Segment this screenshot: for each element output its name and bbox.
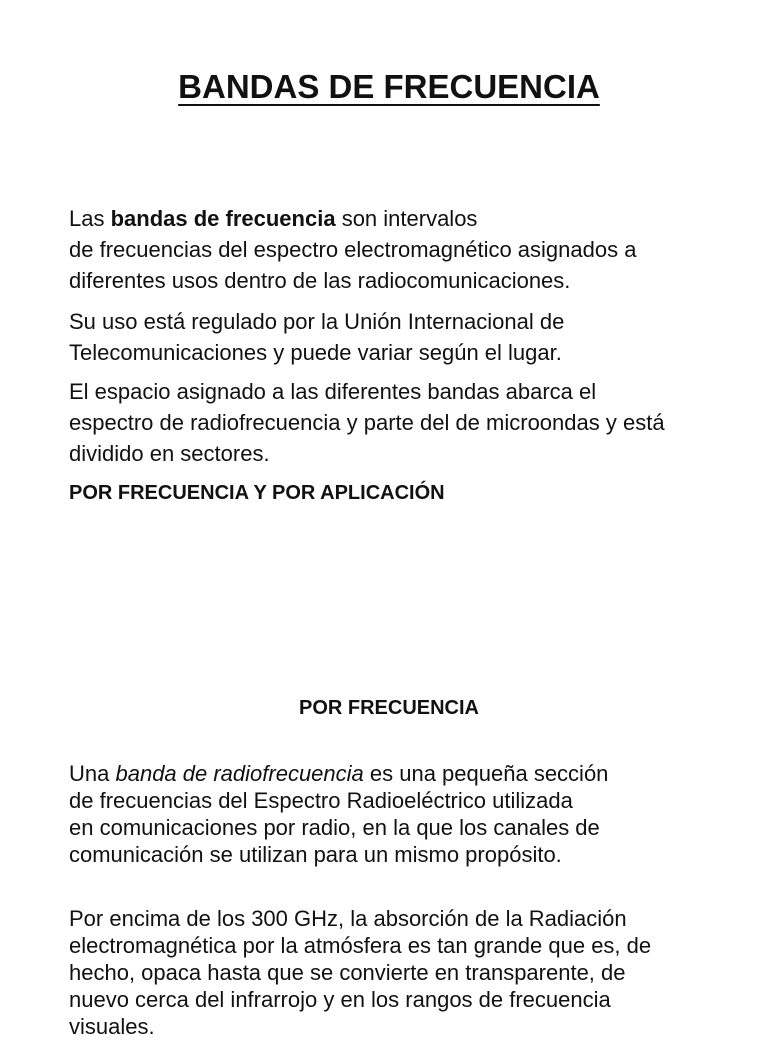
text-line: diferentes usos dentro de las radiocomunicaciones. [69, 268, 571, 293]
text-run: Una [69, 761, 116, 786]
text-line: hecho, opaca hasta que se convierte en transparente, de [69, 960, 626, 985]
italic-term: banda de radiofrecuencia [115, 761, 364, 786]
text-line: nuevo cerca del infrarrojo y en los rangos de frecuencia [69, 987, 611, 1012]
text-line: Su uso está regulado por la Unión Internacional de [69, 309, 565, 334]
frequency-paragraph-2 [69, 905, 651, 1040]
text-line: comunicación se utilizan para un mismo propósito. [69, 842, 562, 867]
intro-paragraph-3 [69, 376, 665, 469]
text-run: son intervalos [335, 206, 478, 231]
frequency-paragraph-1 [69, 760, 608, 868]
text-line: en comunicaciones por radio, en la que los canales de [69, 815, 600, 840]
text-line: electromagnética por la atmósfera es tan grande que es, de [69, 933, 652, 958]
text-line: El espacio asignado a las diferentes bandas abarca el [69, 379, 597, 404]
section-heading: POR FRECUENCIA Y POR APLICACIÓN [69, 482, 445, 504]
text-line: Por encima de los 300 GHz, la absorción de la Radiación [69, 906, 627, 931]
page-title: BANDAS DE FRECUENCIA [178, 68, 600, 105]
text-line: visuales. [69, 1014, 155, 1039]
bold-term: bandas de frecuencia [110, 206, 336, 231]
text-run: Las [69, 206, 111, 231]
text-line [69, 203, 636, 234]
text-line: de frecuencias del espectro electromagnético asignados a [69, 237, 637, 262]
text-line: de frecuencias del Espectro Radioeléctrico utilizada [69, 788, 573, 813]
text-line [69, 760, 608, 787]
text-run: es una pequeña sección [363, 761, 609, 786]
text-line: dividido en sectores. [69, 441, 270, 466]
subsection-heading: POR FRECUENCIA [298, 697, 479, 719]
text-line: Telecomunicaciones y puede variar según el lugar. [69, 340, 562, 365]
text-line: espectro de radiofrecuencia y parte del de microondas y está [69, 410, 665, 435]
intro-paragraph-1 [69, 203, 636, 296]
intro-paragraph-2 [69, 306, 564, 368]
